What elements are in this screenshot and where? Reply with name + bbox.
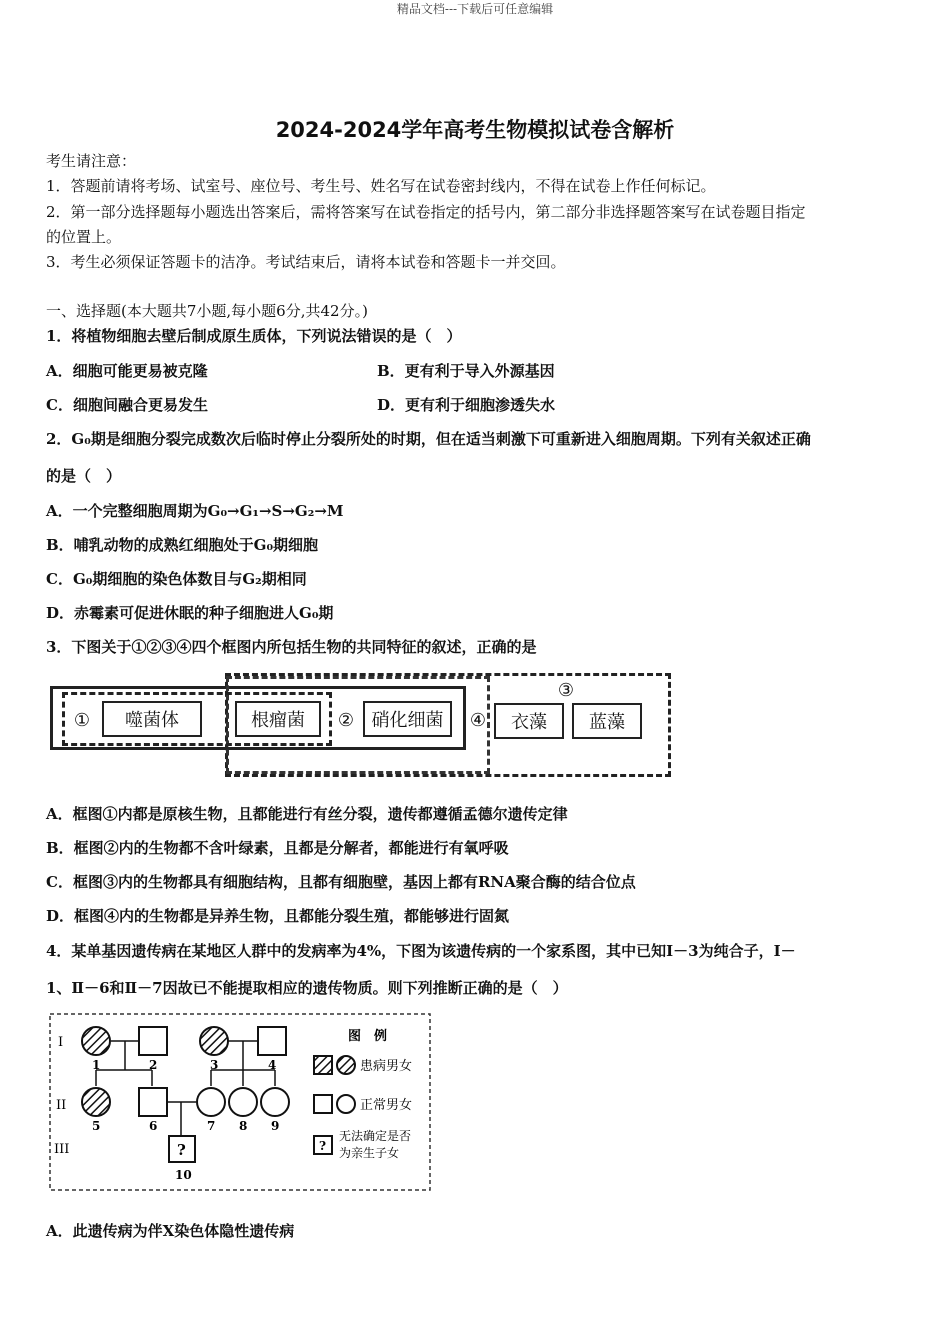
- individual-3-affected-female: [200, 1027, 228, 1055]
- individual-10-question-mark: ?: [177, 1141, 186, 1159]
- q2-stem-cont: 的是（ ）: [46, 467, 122, 485]
- legend-unknown-label-2: 为亲生子女: [339, 1146, 400, 1160]
- individual-9-normal-female: [261, 1088, 289, 1116]
- q3-option-b[interactable]: B．框图②内的生物都不含叶绿素，且都是分解者，都能进行有氧呼吸: [46, 839, 509, 857]
- q3-diagram: [50, 670, 675, 782]
- q1-option-b[interactable]: B．更有利于导入外源基因: [377, 362, 555, 380]
- label-6: 6: [149, 1119, 158, 1133]
- organism-chlamydomonas: 衣藻: [494, 703, 564, 739]
- q3-stem: 3．下图关于①②③④四个框图内所包括生物的共同特征的叙述，正确的是: [46, 638, 537, 656]
- pedigree-chart: [48, 1012, 434, 1194]
- label-7: 7: [207, 1119, 216, 1133]
- frame-1-number: ①: [73, 709, 91, 731]
- label-4: 4: [268, 1058, 277, 1072]
- legend-title: 图 例: [348, 1029, 388, 1044]
- label-3: 3: [210, 1058, 219, 1072]
- individual-7-normal-female: [197, 1088, 225, 1116]
- q1-option-a[interactable]: A．细胞可能更易被克隆: [46, 362, 208, 380]
- notice-heading: 考生请注意：: [46, 152, 137, 170]
- legend-affected-female-icon: [337, 1056, 355, 1074]
- page-header: 精品文档---下载后可任意编辑: [396, 2, 554, 16]
- q4-option-a[interactable]: A．此遗传病为伴X染色体隐性遗传病: [46, 1222, 295, 1240]
- legend-normal-female-icon: [337, 1095, 355, 1113]
- label-8: 8: [239, 1119, 248, 1133]
- q2-stem: 2．G₀期是细胞分裂完成数次后临时停止分裂所处的时期，但在适当刺激下可重新进入细胞周期。下列有关叙述正确: [46, 430, 811, 448]
- legend-affected-male-icon: [314, 1056, 332, 1074]
- frame-4-number: ④: [469, 709, 487, 731]
- q2-option-b[interactable]: B．哺乳动物的成熟红细胞处于G₀期细胞: [46, 536, 319, 554]
- page-title: 2024-2024学年高考生物模拟试卷含解析: [275, 118, 675, 142]
- organism-phage: 噬菌体: [102, 701, 202, 737]
- organism-rhizobium: 根瘤菌: [235, 701, 321, 737]
- q4-stem: 4．某单基因遗传病在某地区人群中的发病率为4%，下图为该遗传病的一个家系图，其中已知Ⅰ－3为纯合子，Ⅰ－: [46, 942, 796, 960]
- frame-2-number: ②: [337, 709, 355, 731]
- individual-4-normal-male: [258, 1027, 286, 1055]
- q1-option-d[interactable]: D．更有利于细胞渗透失水: [377, 396, 556, 414]
- legend-normal-male-icon: [314, 1095, 332, 1113]
- q3-option-d[interactable]: D．框图④内的生物都是异养生物，且都能分裂生殖，都能够进行固氮: [46, 907, 510, 925]
- legend-unknown-icon-mark: ?: [319, 1139, 327, 1153]
- label-10: 10: [175, 1168, 192, 1182]
- label-1: 1: [92, 1058, 101, 1072]
- individual-8-normal-female: [229, 1088, 257, 1116]
- q4-stem-cont: 1、Ⅱ－6和Ⅱ－7因故已不能提取相应的遗传物质。则下列推断正确的是（ ）: [46, 979, 568, 997]
- individual-6-normal-male: [139, 1088, 167, 1116]
- individual-2-normal-male: [139, 1027, 167, 1055]
- q1-option-c[interactable]: C．细胞间融合更易发生: [46, 396, 208, 414]
- generation-1-label: I: [58, 1035, 64, 1050]
- section-heading: 一、选择题(本大题共7小题,每小题6分,共42分。): [46, 302, 368, 320]
- label-9: 9: [271, 1119, 280, 1133]
- label-5: 5: [92, 1119, 101, 1133]
- q2-option-c[interactable]: C．G₀期细胞的染色体数目与G₂期相同: [46, 570, 307, 588]
- q1-stem: 1．将植物细胞去壁后制成原生质体，下列说法错误的是（ ）: [46, 327, 462, 345]
- notice-item-1: 1．答题前请将考场、试室号、座位号、考生号、姓名写在试卷密封线内，不得在试卷上作任何标记。: [46, 177, 716, 195]
- individual-5-affected-female: [82, 1088, 110, 1116]
- legend-unknown-label-1: 无法确定是否: [339, 1129, 412, 1143]
- organism-cyanobacteria: 蓝藻: [572, 703, 642, 739]
- legend-normal-label: 正常男女: [360, 1098, 413, 1113]
- notice-item-3: 3．考生必须保证答题卡的洁净。考试结束后，请将本试卷和答题卡一并交回。: [46, 253, 566, 271]
- individual-1-affected-female: [82, 1027, 110, 1055]
- q3-option-c[interactable]: C．框图③内的生物都具有细胞结构，且都有细胞壁，基因上都有RNA聚合酶的结合位点: [46, 873, 636, 891]
- notice-item-2: 2．第一部分选择题每小题选出答案后，需将答案写在试卷指定的括号内，第二部分非选择题答案写在试卷题目指定: [46, 203, 806, 221]
- q2-option-d[interactable]: D．赤霉素可促进休眠的种子细胞进人G₀期: [46, 604, 334, 622]
- legend-affected-label: 患病男女: [360, 1059, 413, 1074]
- notice-item-2-cont: 的位置上。: [46, 228, 122, 246]
- frame-3-number: ③: [557, 679, 575, 701]
- q3-option-a[interactable]: A．框图①内都是原核生物，且都能进行有丝分裂，遗传都遵循孟德尔遗传定律: [46, 805, 568, 823]
- organism-nitrifying-bacteria: 硝化细菌: [363, 701, 452, 737]
- generation-2-label: II: [56, 1098, 67, 1113]
- q2-option-a[interactable]: A．一个完整细胞周期为G₀→G₁→S→G₂→M: [46, 502, 344, 520]
- label-2: 2: [149, 1058, 158, 1072]
- generation-3-label: III: [54, 1142, 70, 1157]
